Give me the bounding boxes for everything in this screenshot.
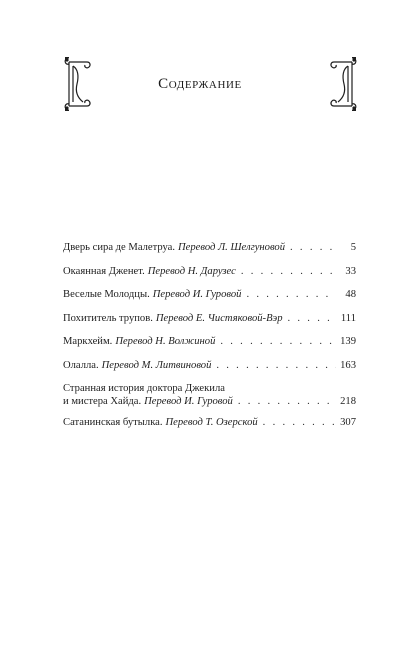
toc-entry[interactable] bbox=[63, 242, 356, 255]
toc-entry[interactable] bbox=[63, 289, 356, 302]
entry-title: Окаянная Дженет. bbox=[63, 265, 145, 277]
page-number: 5 bbox=[350, 242, 356, 253]
dot-leader bbox=[263, 417, 336, 430]
entry-title: Веселые Молодцы. bbox=[63, 289, 150, 300]
toc-entry[interactable] bbox=[63, 313, 356, 326]
entry-title: Олалла. bbox=[63, 359, 99, 371]
entry-title-continued: и мистера Хайда. bbox=[63, 395, 142, 407]
entry-title: Сатанинская бутылка. bbox=[63, 416, 163, 428]
page-number: 218 bbox=[340, 395, 356, 407]
toc-entry[interactable] bbox=[63, 383, 356, 408]
toc-entry[interactable] bbox=[63, 266, 356, 279]
entry-translator: Перевод Т. Озерской bbox=[165, 416, 258, 428]
entry-translator: Перевод Е. Чистяковой-Вэр bbox=[155, 312, 283, 324]
page-title: Содержание bbox=[158, 76, 242, 92]
entry-translator: Перевод И. Гуровой bbox=[144, 395, 233, 407]
entry-translator: Перевод Н. Волжиной bbox=[115, 336, 216, 347]
dot-leader bbox=[246, 289, 336, 302]
page-number: 139 bbox=[340, 336, 356, 347]
entry-title: Маркхейм. bbox=[63, 336, 113, 347]
dot-leader bbox=[216, 360, 336, 373]
entry-title: Странная история доктора Джекила bbox=[63, 383, 225, 394]
dot-leader bbox=[288, 313, 336, 326]
page-number: 163 bbox=[340, 359, 356, 371]
page-number: 111 bbox=[340, 312, 356, 324]
entry-title: Похититель трупов. bbox=[63, 312, 153, 324]
dot-leader bbox=[290, 242, 336, 255]
toc-entry[interactable] bbox=[63, 417, 356, 430]
dot-leader bbox=[241, 266, 336, 279]
dot-leader bbox=[220, 336, 336, 349]
entry-translator: Перевод И. Гуровой bbox=[152, 289, 242, 300]
toc-entry[interactable] bbox=[63, 360, 356, 373]
entry-title: Дверь сира де Малетруа. bbox=[63, 242, 176, 253]
entry-translator: Перевод Н. Дарузес bbox=[147, 265, 236, 277]
page-number: 307 bbox=[340, 416, 356, 428]
page-number: 48 bbox=[345, 289, 356, 300]
dot-leader bbox=[238, 396, 336, 409]
entry-translator: Перевод Л. Шелгуновой bbox=[178, 242, 286, 253]
table-of-contents bbox=[63, 242, 356, 440]
entry-translator: Перевод М. Литвиновой bbox=[101, 359, 212, 371]
toc-entry[interactable] bbox=[63, 336, 356, 349]
page-number: 33 bbox=[345, 265, 356, 277]
